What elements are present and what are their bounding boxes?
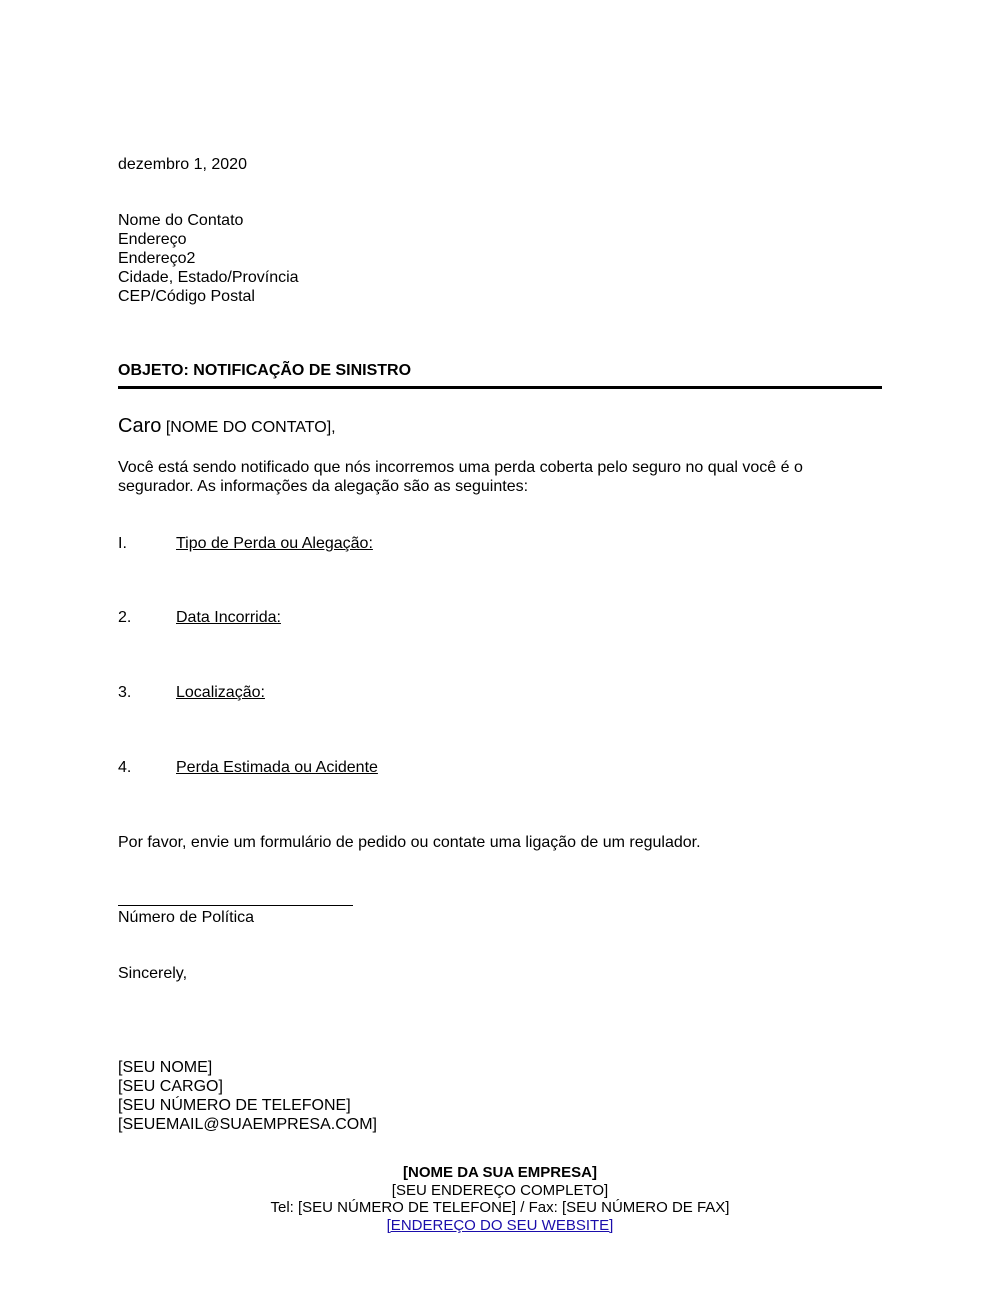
subject-divider: [118, 386, 882, 389]
sender-title: [SEU CARGO]: [118, 1078, 223, 1095]
recipient-name: Nome do Contato: [118, 212, 244, 229]
intro-paragraph: Você está sendo notificado que nós incorremos uma perda coberta pelo seguro no qual você é o segurador. As informações da alegação são as seguintes:: [118, 459, 803, 495]
sender-block: [118, 1058, 377, 1134]
claim-item-label: Tipo de Perda ou Alegação:: [176, 535, 373, 552]
footer-contact: Tel: [SEU NÚMERO DE TELEFONE] / Fax: [SEU NÚMERO DE FAX]: [270, 1199, 730, 1216]
subject-line: OBJETO: NOTIFICAÇÃO DE SINISTRO: [118, 362, 412, 379]
recipient-address-line2: Endereço2: [118, 250, 196, 267]
claim-item-number: 2.: [118, 609, 132, 626]
greeting-name: [NOME DO CONTATO],: [165, 419, 336, 436]
letter-date: dezembro 1, 2020: [118, 156, 247, 173]
recipient-city-state: Cidade, Estado/Província: [118, 269, 299, 286]
sender-email: [SEUEMAIL@SUAEMPRESA.COM]: [118, 1116, 377, 1133]
sender-phone: [SEU NÚMERO DE TELEFONE]: [118, 1097, 351, 1114]
claim-item-label: Perda Estimada ou Acidente: [176, 759, 378, 776]
request-paragraph: Por favor, envie um formulário de pedido ou contate uma ligação de um regulador.: [118, 834, 701, 851]
footer-website-link[interactable]: [ENDEREÇO DO SEU WEBSITE]: [386, 1216, 614, 1234]
claim-item-number: 4.: [118, 759, 132, 776]
footer: [0, 1164, 1000, 1234]
recipient-postal-code: CEP/Código Postal: [118, 288, 255, 305]
recipient-address-line1: Endereço: [118, 231, 187, 248]
policy-number-line: [118, 905, 353, 906]
greeting: [118, 417, 336, 437]
claim-item-label: Localização:: [176, 684, 265, 701]
sender-name: [SEU NOME]: [118, 1059, 213, 1076]
claim-item-number: I.: [118, 535, 127, 552]
greeting-word: Caro: [118, 415, 162, 437]
claim-item-label: Data Incorrida:: [176, 609, 281, 626]
policy-number-label: Número de Política: [118, 909, 255, 926]
footer-address: [SEU ENDEREÇO COMPLETO]: [391, 1181, 609, 1199]
footer-company-name: [NOME DA SUA EMPRESA]: [403, 1164, 597, 1181]
claim-item-number: 3.: [118, 684, 132, 701]
closing: Sincerely,: [118, 965, 188, 982]
recipient-address: [118, 211, 299, 306]
